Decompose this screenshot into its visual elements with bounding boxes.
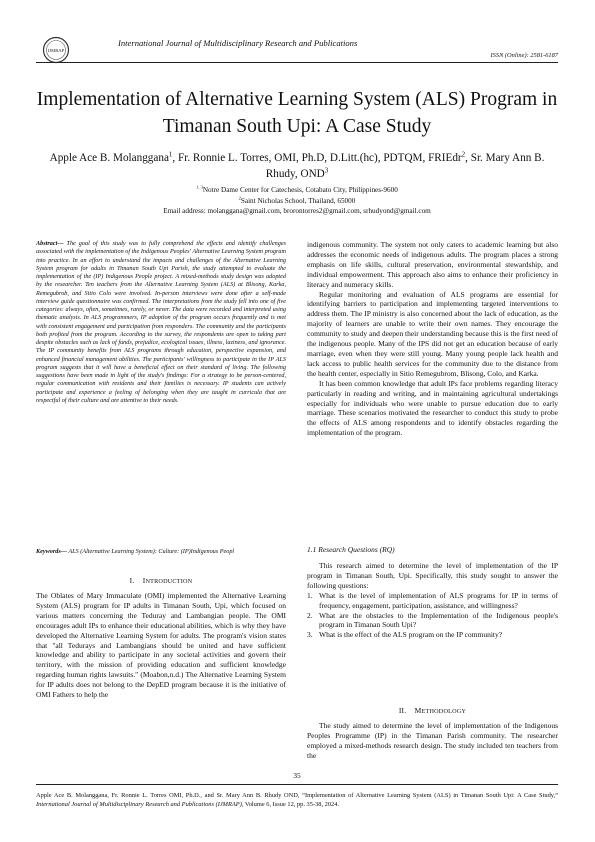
keywords-text: ALS (Alternative Learning System): Culture: (IP)Indigenous Peopl <box>66 548 235 555</box>
citation: Apple Ace B. Molanggana, Fr. Ronnie L. Torres OMI, Ph.D., and Sr. Mary Ann B. Rhudy OND, “Implementation of Alternative Learning System (ALS) in Timanan South Upi: A Case Study,” International Journal of Multidisciplinary Research and Publications (IJMRAP), Volume 6, Issue 12, pp. 35-38, 2024. <box>36 792 558 808</box>
research-questions-heading: 1.1 Research Questions (RQ) <box>307 545 395 554</box>
methodology-text: The study aimed to determine the level of implementation of the Indigenous Peoples Programme (IP) in the Timanan Parish community. The researcher employed a mixed-methods research design. The study included ten teachers from the <box>307 721 558 760</box>
affiliation-1: Notre Dame Center for Catechesis, Cotabato City, Philippines-9600 <box>202 186 398 194</box>
list-item: 3. What is the effect of the ALS program on the IP community? <box>307 630 503 640</box>
right-column <box>307 240 558 438</box>
affiliation-2: Saint Nicholas School, Thailand, 65000 <box>240 196 356 205</box>
header-divider <box>36 62 558 63</box>
section-heading-introduction: I. INTRODUCTION <box>129 576 193 585</box>
abstract-label: Abstract— <box>36 240 64 247</box>
author-list: Apple Ace B. Molanggana$^1$, Fr. Ronnie L. Torres, OMI, Ph.D, D.Litt.(hc), PDTQM, FRIEdr$^2$, Sr. Mary Ann B. Rhudy, OND$^3$ <box>49 150 545 180</box>
page-number: 35 <box>293 771 301 780</box>
paper-title: Implementation of Alternative Learning System (ALS) Program in Timanan South Upi: A Case Study <box>36 89 558 137</box>
keywords-label: Keywords— <box>36 548 67 555</box>
author-3: , Sr. Mary Ann B. Rhudy, OND <box>265 152 545 180</box>
author-2: , Fr. Ronnie L. Torres, OMI, Ph.D, D.Litt.(hc), PDTQM, FRIEdr <box>172 152 462 164</box>
affiliations: $^{1, 3}$Notre Dame Center for Catechesis, Cotabato City, Philippines-9600 $^2$Saint Nicholas School, Thailand, 65000 Email address: molanggana@gmail.com, brorontorres2@gmail.com, srhudyond@gmail.com <box>36 185 558 217</box>
email-addresses: Email address: molanggana@gmail.com, brorontorres2@gmail.com, srhudyond@gmail.com <box>163 207 431 216</box>
paragraph-3: It has been common knowledge that adult IPs face problems regarding literacy particularly in reading and writing, and in maintaining agricultural undertakings especially for individuals who were unable to pursue education due to early marriage. These scenarios motivated the researcher to conduct this study to probe the effects of ALS among respondents and to identify obstacles regarding the implementation of the program. <box>307 378 558 438</box>
rq-list <box>307 591 558 641</box>
list-item: 2. What are the obstacles to the Implementation of the Indigenous people's program in Timanan South Upi? <box>307 610 558 630</box>
author-1: Apple Ace B. Molanggana <box>49 152 169 164</box>
introduction-text: The Oblates of Mary Immaculate (OMI) implemented the Alternative Learning System (ALS) program for IP adults in Timanan South, Upi, which focused on various matters concerning the Teduray and Lambangian people. The OMI encourages adult IPs to enhance their educational abilities, which is why they have developed the Alternative Learning System for adults. The program's vision states that "all Tedurays and Lambangians should be united and have sufficient knowledge and ability to participate in any societal activities and govern their territory, with the mission of providing education and sufficient knowledge regarding human rights lawsuits." (Moabon,n.d.) The Alternative Learning System for IP adults does not belong to the DepED program because it is the initiative of OMI Fathers to help the <box>36 591 286 700</box>
abstract-text: The goal of this study was to fully comprehend the effects and identify challenges associated with the implementation of the Indigenous Peoples' Alternative Learning System program into practice. In an effort to understand the impacts and challenges of the Alternative Learning System program for adults in Timanan South Upi Parish, the study attempted to evaluate the implementation of the (IP) Indigenous People project. A mixed-methods study design was adopted by the researcher. Ten teachers from the Alternative Learning System (ALS) at Blisong, Karka, Remegubrob, and Sitio Colo were involved. In-person interviews were done after a self-made interview guide questionnaire was confirmed. The interpretations from the study fell into one of five categories: always, often, sometimes, rarely, or never. The data were recorded and interpreted using thematic analysis. In ALS programmers, IP adoption of the program occurs frequently and is met with consistent engagement and participation from responders. The community and the participants both profited from the program. According to the survey, the respondents are open to taking part despite obstacles such as lack of funds, prejudice, ecological issues, illness, laziness, and ignorance. The IP community benefits from ALS programs through education, perspective expansion, and enhanced financial management abilities. The participants' willingness to participate in the IP ALS program suggests that it will have a beneficial effect on their standard of living. The following suggestions have been made in light of the study's findings: For a strategy to be person-centered, regular communication with residents and their families is necessary. IP students can actively participate and experience a feeling of belonging when they are taught in curricula that are respectful of their culture and are attentive to their needs. <box>36 240 286 404</box>
logo-text: IJMRAP <box>47 47 65 53</box>
issn: ISSN (Online): 2581-6187 <box>490 52 558 59</box>
keywords <box>36 548 286 556</box>
research-questions <box>307 561 558 640</box>
journal-logo-icon <box>42 36 70 64</box>
abstract <box>36 240 286 405</box>
journal-name: International Journal of Multidisciplinary Research and Publications <box>118 38 358 48</box>
paragraph-2: Regular monitoring and evaluation of ALS programs are essential for identifying barriers to participation and implementing targeted interventions to address them. The IP ministry is also concerned about the lack of education, as the majority of learners are unable to write their own names. They encourage the community to study and deepen their understanding because this is the first need of the indigenous people. Many of the IPS did not get an education because of early marriage, even when they were still young. Many young people lack health and lack access to public health services for the community due to the distance from the health center, especially in Sitio Remegubrom, Blisong, Colo, and Karka. <box>307 289 558 378</box>
rq-intro: This research aimed to determine the level of implementation of the IP program in Timanan South, Upi. Specifically, this study sought to answer the following questions: <box>307 561 558 590</box>
list-item: 1. What is the level of implementation of ALS programs for IP in terms of frequency, engagement, participation, assistance, and willingness? <box>307 590 558 610</box>
paragraph-1: indigenous community. The system not only caters to academic learning but also addresses the economic needs of indigenous adults. The program places a strong emphasis on life skills, cultural preservation, environmental stewardship, and individual empowerment. This approach also aims to enhance their proficiency in literacy and numeracy skills. <box>307 240 558 289</box>
section-heading-methodology: II. METHODOLOGY <box>398 706 467 715</box>
footer-divider <box>36 784 558 785</box>
